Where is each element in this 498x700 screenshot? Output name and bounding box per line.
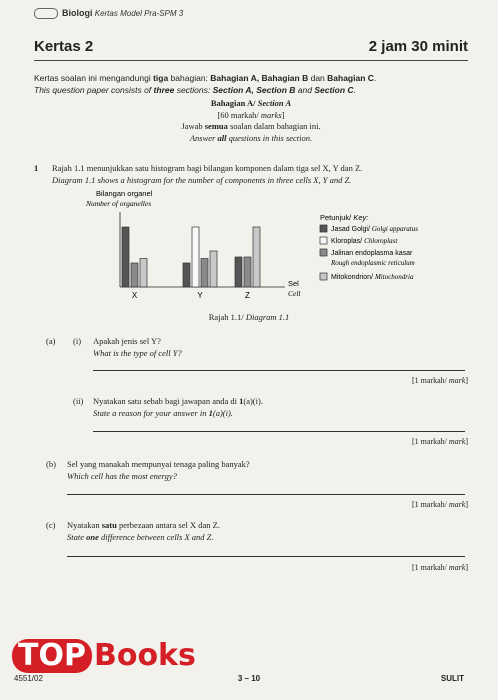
watermark-books: Books: [93, 638, 196, 673]
marks-a-i: [1 markah/ mark]: [412, 376, 468, 385]
x-axis-label-my: Sel: [288, 279, 299, 288]
y-axis-label-en: Number of organelles: [86, 199, 152, 208]
bar-x-series-3: [131, 263, 138, 287]
part-b-label: (b): [46, 459, 56, 469]
bar-y-series-1: [183, 263, 190, 287]
x-tick-label-z: Z: [245, 291, 250, 300]
legend-swatch-2: [320, 237, 327, 244]
bar-x-series-1: [122, 227, 129, 287]
page-number: 3 – 10: [237, 674, 261, 683]
bar-y-series-3: [201, 259, 208, 288]
part-a-ii-label: (ii): [73, 396, 84, 406]
part-a-i-question: Apakah jenis sel Y? What is the type of cell Y?: [93, 336, 182, 358]
marks-a-ii: [1 markah/ mark]: [412, 437, 468, 446]
paper-duration: 2 jam 30 minit: [368, 38, 468, 55]
question-stem: Rajah 1.1 menunjukkan satu histogram bagi bilangan komponen dalam tiga sel X, Y dan Z. Diagram 1.1 shows a histogram for the number of components in three cells X, Y and Z.: [52, 163, 363, 185]
legend-label-3: Jalinan endoplasma kasar Rough endoplasmic reticulum: [331, 250, 415, 267]
marks-b: [1 markah/ mark]: [412, 500, 468, 509]
legend-title: Petunjuk/ Key:: [320, 213, 369, 222]
y-axis-label-my: Bilangan organel: [96, 189, 153, 198]
x-tick-label-y: Y: [197, 291, 203, 300]
part-b-question: Sel yang manakah mempunyai tenaga paling banyak? Which cell has the most energy?: [67, 459, 250, 481]
x-tick-label-x: X: [131, 291, 138, 300]
part-c-label: (c): [46, 520, 56, 530]
part-a-label: (a): [46, 336, 56, 346]
x-axis-label-en: Cell: [288, 289, 301, 298]
answer-line-b[interactable]: [67, 494, 465, 495]
intro-text: Kertas soalan ini mengandungi tiga bahagian: Bahagian A, Bahagian B dan Bahagian C. This question paper consists of three sections: Section A, Section B and Section C.: [34, 73, 377, 95]
legend-label-1: Jasad Golgi/ Golgi apparatus: [331, 225, 418, 233]
bar-z-series-1: [235, 257, 242, 287]
part-c-question: Nyatakan satu perbezaan antara sel X dan Z. State one difference between cells X and Z.: [67, 520, 220, 542]
answer-line-c[interactable]: [67, 556, 465, 557]
legend-label-2: Kloroplas/ Chloroplast: [331, 237, 398, 245]
header-brand: Biologi: [62, 8, 93, 18]
question-number: 1: [34, 163, 39, 173]
answer-line-a-i[interactable]: [93, 370, 465, 371]
paper-title: Kertas 2: [34, 38, 94, 55]
bar-z-series-4: [253, 227, 260, 287]
sulit-label: SULIT: [440, 674, 464, 683]
part-a-ii-question: Nyatakan satu sebab bagi jawapan anda di 1(a)(i). State a reason for your answer in 1(a)(i).: [93, 396, 263, 418]
title-rule: [34, 60, 468, 61]
legend-swatch-3: [320, 249, 327, 256]
header-series: Kertas Model Pra-SPM 3: [94, 9, 184, 18]
topbooks-watermark: [12, 638, 196, 673]
bar-y-series-4: [210, 251, 217, 287]
bar-x-series-4: [140, 259, 147, 288]
answer-line-a-ii[interactable]: [93, 431, 465, 432]
watermark-top: TOP: [12, 639, 92, 673]
running-header: [34, 8, 183, 19]
legend-swatch-1: [320, 225, 327, 232]
histogram-chart: [80, 188, 480, 313]
legend-swatch-4: [320, 273, 327, 280]
paper-code: 4551/02: [14, 674, 43, 683]
part-a-i-label: (i): [73, 336, 82, 346]
legend-label-4: Mitokondrion/ Mitochondria: [331, 273, 414, 281]
publisher-logo: [34, 8, 58, 19]
marks-c: [1 markah/ mark]: [412, 563, 468, 572]
section-a-heading: Bahagian A/ Section A [60 markah/ marks] Jawab semua soalan dalam bahagian ini. Answer all questions in this section.: [181, 98, 321, 143]
bar-z-series-3: [244, 257, 251, 287]
diagram-caption: Rajah 1.1/ Diagram 1.1: [208, 312, 290, 322]
bar-y-series-2: [192, 227, 199, 287]
